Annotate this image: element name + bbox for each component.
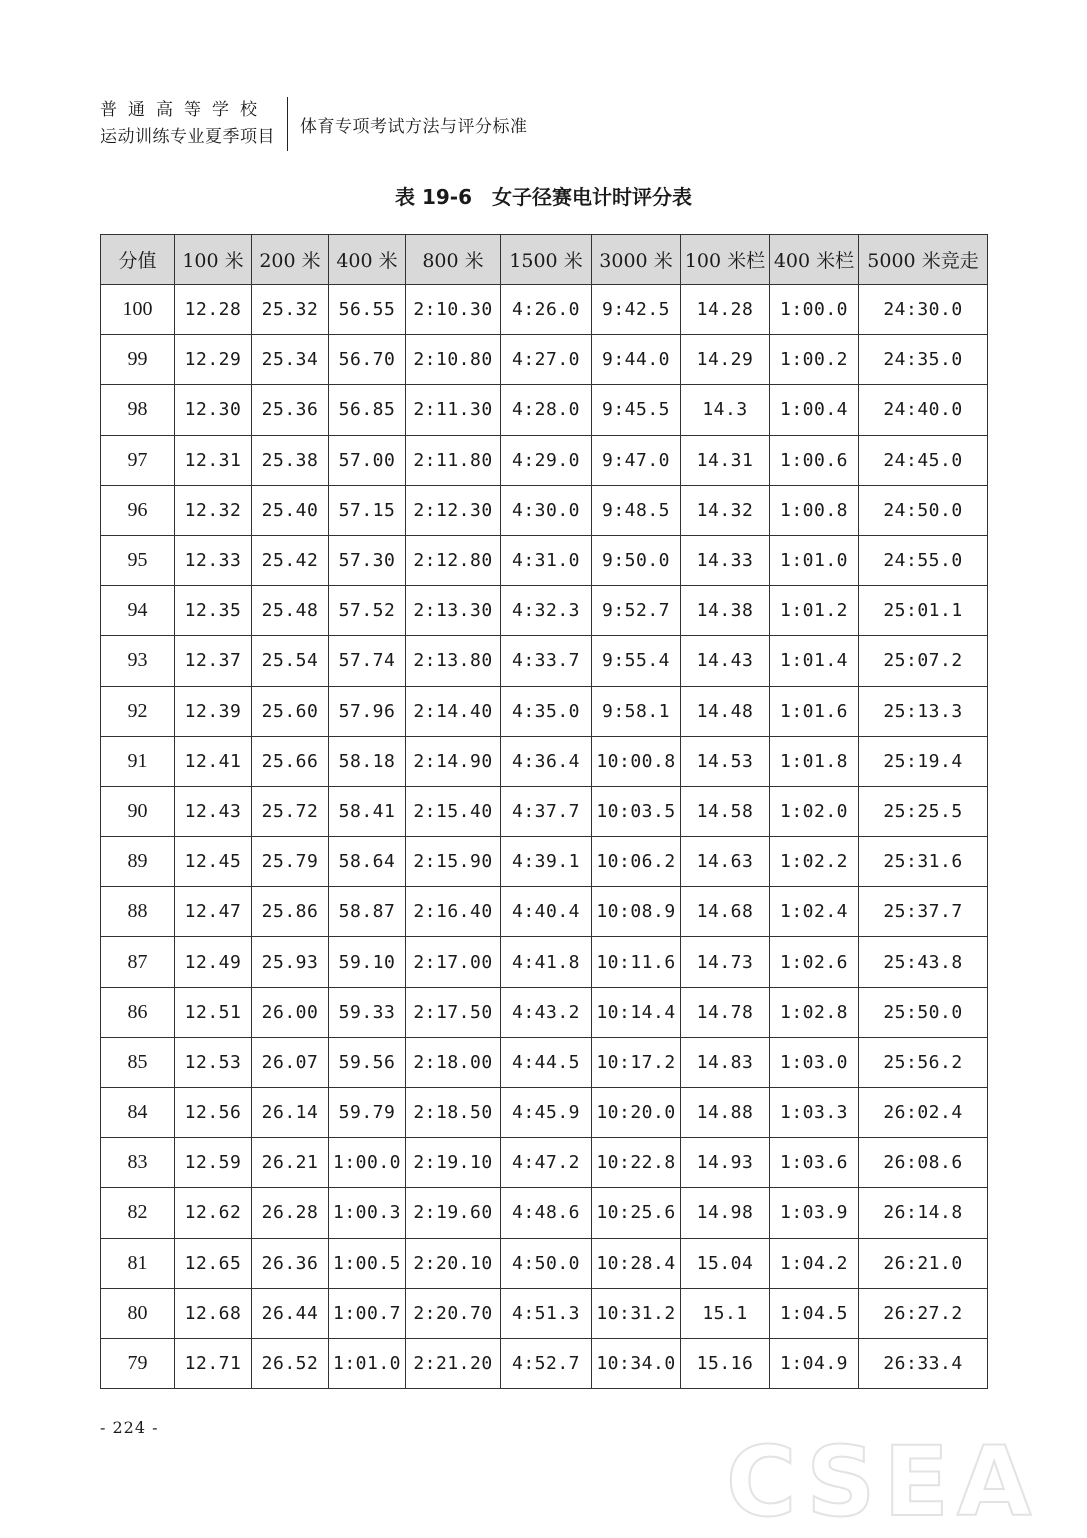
time-cell: 57.30 [329,535,406,585]
time-cell: 25:31.6 [859,837,988,887]
time-cell: 4:41.8 [501,937,592,987]
time-cell: 10:28.4 [592,1238,681,1288]
time-cell: 10:34.0 [592,1338,681,1388]
time-cell: 4:29.0 [501,435,592,485]
time-cell: 4:44.5 [501,1037,592,1087]
time-cell: 9:48.5 [592,485,681,535]
time-cell: 14.88 [681,1088,770,1138]
table-row [101,586,988,636]
time-cell: 2:14.40 [406,686,501,736]
time-cell: 1:02.0 [770,786,859,836]
time-cell: 14.43 [681,636,770,686]
time-cell: 58.41 [329,786,406,836]
table-caption: 表 19-6 女子径赛电计时评分表 [394,185,692,209]
time-cell: 12.53 [175,1037,252,1087]
time-cell: 4:30.0 [501,485,592,535]
time-cell: 26.00 [252,987,329,1037]
score-cell: 90 [101,786,175,836]
score-cell: 99 [101,335,175,385]
time-cell: 59.56 [329,1037,406,1087]
time-cell: 15.1 [681,1288,770,1338]
column-header: 100 米栏 [681,235,770,285]
time-cell: 4:36.4 [501,736,592,786]
page-number: - 224 - [100,1418,159,1437]
time-cell: 26:27.2 [859,1288,988,1338]
time-cell: 1:01.8 [770,736,859,786]
time-cell: 2:16.40 [406,887,501,937]
time-cell: 25.40 [252,485,329,535]
column-header: 分值 [101,235,175,285]
table-row [101,736,988,786]
time-cell: 2:15.90 [406,837,501,887]
scoring-table [100,234,988,1389]
score-cell: 96 [101,485,175,535]
time-cell: 58.18 [329,736,406,786]
time-cell: 1:00.4 [770,385,859,435]
table-row [101,887,988,937]
time-cell: 2:12.30 [406,485,501,535]
time-cell: 12.33 [175,535,252,585]
table-row [101,285,988,335]
time-cell: 25.34 [252,335,329,385]
time-cell: 2:12.80 [406,535,501,585]
time-cell: 10:31.2 [592,1288,681,1338]
table-row [101,435,988,485]
table-row [101,1088,988,1138]
time-cell: 15.04 [681,1238,770,1288]
table-row [101,837,988,887]
score-cell: 80 [101,1288,175,1338]
time-cell: 9:55.4 [592,636,681,686]
time-cell: 12.62 [175,1188,252,1238]
score-cell: 97 [101,435,175,485]
time-cell: 1:00.2 [770,335,859,385]
time-cell: 57.96 [329,686,406,736]
time-cell: 25:01.1 [859,586,988,636]
time-cell: 12.59 [175,1138,252,1188]
csea-watermark-logo: CSEA [726,1426,1040,1538]
time-cell: 14.93 [681,1138,770,1188]
time-cell: 12.32 [175,485,252,535]
time-cell: 2:17.50 [406,987,501,1037]
time-cell: 1:02.6 [770,937,859,987]
time-cell: 12.49 [175,937,252,987]
time-cell: 14.98 [681,1188,770,1238]
score-cell: 83 [101,1138,175,1188]
time-cell: 14.3 [681,385,770,435]
time-cell: 1:04.9 [770,1338,859,1388]
time-cell: 4:45.9 [501,1088,592,1138]
time-cell: 4:26.0 [501,285,592,335]
table-row [101,686,988,736]
score-cell: 82 [101,1188,175,1238]
table-row [101,1037,988,1087]
time-cell: 4:31.0 [501,535,592,585]
time-cell: 1:00.6 [770,435,859,485]
time-cell: 4:32.3 [501,586,592,636]
time-cell: 4:27.0 [501,335,592,385]
time-cell: 1:00.8 [770,485,859,535]
time-cell: 25.48 [252,586,329,636]
time-cell: 25:50.0 [859,987,988,1037]
time-cell: 10:11.6 [592,937,681,987]
time-cell: 9:58.1 [592,686,681,736]
time-cell: 9:42.5 [592,285,681,335]
time-cell: 12.51 [175,987,252,1037]
time-cell: 25.60 [252,686,329,736]
column-header: 200 米 [252,235,329,285]
time-cell: 25.42 [252,535,329,585]
time-cell: 4:35.0 [501,686,592,736]
table-row [101,937,988,987]
score-cell: 98 [101,385,175,435]
time-cell: 2:20.10 [406,1238,501,1288]
score-cell: 85 [101,1037,175,1087]
score-cell: 88 [101,887,175,937]
header-line2: 运动训练专业夏季项目 [100,127,275,147]
time-cell: 1:01.6 [770,686,859,736]
column-header: 1500 米 [501,235,592,285]
table-row [101,335,988,385]
time-cell: 2:10.80 [406,335,501,385]
time-cell: 4:37.7 [501,786,592,836]
time-cell: 1:01.0 [329,1338,406,1388]
time-cell: 24:30.0 [859,285,988,335]
table-row [101,636,988,686]
time-cell: 10:22.8 [592,1138,681,1188]
time-cell: 26:08.6 [859,1138,988,1188]
score-cell: 81 [101,1238,175,1288]
time-cell: 2:20.70 [406,1288,501,1338]
time-cell: 1:00.5 [329,1238,406,1288]
column-header: 3000 米 [592,235,681,285]
time-cell: 58.64 [329,837,406,887]
running-header [100,96,528,152]
table-row [101,987,988,1037]
time-cell: 15.16 [681,1338,770,1388]
time-cell: 10:25.6 [592,1188,681,1238]
time-cell: 26.14 [252,1088,329,1138]
time-cell: 26.21 [252,1138,329,1188]
score-cell: 89 [101,837,175,887]
time-cell: 14.33 [681,535,770,585]
time-cell: 10:03.5 [592,786,681,836]
header-divider [287,97,288,151]
time-cell: 14.73 [681,937,770,987]
time-cell: 12.56 [175,1088,252,1138]
time-cell: 12.37 [175,636,252,686]
time-cell: 4:48.6 [501,1188,592,1238]
time-cell: 56.85 [329,385,406,435]
time-cell: 2:15.40 [406,786,501,836]
time-cell: 26.28 [252,1188,329,1238]
time-cell: 57.00 [329,435,406,485]
table-row [101,1138,988,1188]
time-cell: 25:56.2 [859,1037,988,1087]
table-header [101,235,988,285]
time-cell: 4:40.4 [501,887,592,937]
time-cell: 4:39.1 [501,837,592,887]
time-cell: 10:20.0 [592,1088,681,1138]
time-cell: 10:08.9 [592,887,681,937]
header-row [101,235,988,285]
time-cell: 4:51.3 [501,1288,592,1338]
time-cell: 2:17.00 [406,937,501,987]
time-cell: 1:01.0 [770,535,859,585]
time-cell: 25.54 [252,636,329,686]
column-header: 400 米栏 [770,235,859,285]
time-cell: 9:45.5 [592,385,681,435]
time-cell: 14.32 [681,485,770,535]
time-cell: 14.28 [681,285,770,335]
table-row [101,786,988,836]
time-cell: 12.71 [175,1338,252,1388]
time-cell: 26.44 [252,1288,329,1338]
score-cell: 95 [101,535,175,585]
time-cell: 2:13.80 [406,636,501,686]
time-cell: 26:33.4 [859,1338,988,1388]
time-cell: 4:33.7 [501,636,592,686]
time-cell: 1:03.3 [770,1088,859,1138]
time-cell: 1:03.6 [770,1138,859,1188]
time-cell: 26.52 [252,1338,329,1388]
time-cell: 12.47 [175,887,252,937]
time-cell: 14.63 [681,837,770,887]
time-cell: 25:13.3 [859,686,988,736]
time-cell: 59.33 [329,987,406,1037]
time-cell: 14.31 [681,435,770,485]
column-header: 5000 米竞走 [859,235,988,285]
table-body [101,285,988,1389]
time-cell: 2:19.10 [406,1138,501,1188]
time-cell: 12.45 [175,837,252,887]
time-cell: 26:21.0 [859,1238,988,1288]
table-row [101,1288,988,1338]
time-cell: 2:14.90 [406,736,501,786]
header-section-title: 体育专项考试方法与评分标准 [300,116,528,137]
table-row [101,385,988,435]
time-cell: 10:06.2 [592,837,681,887]
time-cell: 14.38 [681,586,770,636]
time-cell: 1:02.4 [770,887,859,937]
time-cell: 14.78 [681,987,770,1037]
time-cell: 14.58 [681,786,770,836]
header-line1: 普通高等学校 [100,100,268,120]
time-cell: 9:52.7 [592,586,681,636]
time-cell: 12.29 [175,335,252,385]
time-cell: 56.55 [329,285,406,335]
time-cell: 26:14.8 [859,1188,988,1238]
time-cell: 25.72 [252,786,329,836]
time-cell: 26.36 [252,1238,329,1288]
time-cell: 25.36 [252,385,329,435]
score-cell: 79 [101,1338,175,1388]
time-cell: 12.43 [175,786,252,836]
time-cell: 4:28.0 [501,385,592,435]
time-cell: 12.41 [175,736,252,786]
column-header: 400 米 [329,235,406,285]
score-cell: 94 [101,586,175,636]
time-cell: 1:04.5 [770,1288,859,1338]
header-book-title [100,97,275,151]
time-cell: 24:55.0 [859,535,988,585]
time-cell: 25:19.4 [859,736,988,786]
time-cell: 9:47.0 [592,435,681,485]
time-cell: 57.52 [329,586,406,636]
table-row [101,1238,988,1288]
time-cell: 12.39 [175,686,252,736]
time-cell: 1:03.9 [770,1188,859,1238]
time-cell: 4:50.0 [501,1238,592,1288]
time-cell: 12.30 [175,385,252,435]
time-cell: 4:52.7 [501,1338,592,1388]
time-cell: 57.74 [329,636,406,686]
time-cell: 25.32 [252,285,329,335]
time-cell: 1:02.8 [770,987,859,1037]
time-cell: 1:01.4 [770,636,859,686]
column-header: 100 米 [175,235,252,285]
time-cell: 10:00.8 [592,736,681,786]
score-cell: 91 [101,736,175,786]
time-cell: 14.68 [681,887,770,937]
time-cell: 1:03.0 [770,1037,859,1087]
time-cell: 12.35 [175,586,252,636]
time-cell: 2:11.80 [406,435,501,485]
time-cell: 12.65 [175,1238,252,1288]
time-cell: 24:40.0 [859,385,988,435]
table-row [101,485,988,535]
time-cell: 14.48 [681,686,770,736]
time-cell: 57.15 [329,485,406,535]
time-cell: 2:18.00 [406,1037,501,1087]
time-cell: 9:50.0 [592,535,681,585]
time-cell: 24:35.0 [859,335,988,385]
time-cell: 14.83 [681,1037,770,1087]
time-cell: 12.68 [175,1288,252,1338]
time-cell: 59.10 [329,937,406,987]
time-cell: 2:21.20 [406,1338,501,1388]
score-cell: 100 [101,285,175,335]
time-cell: 26.07 [252,1037,329,1087]
time-cell: 1:02.2 [770,837,859,887]
time-cell: 1:01.2 [770,586,859,636]
time-cell: 2:11.30 [406,385,501,435]
time-cell: 25.86 [252,887,329,937]
time-cell: 14.29 [681,335,770,385]
time-cell: 2:10.30 [406,285,501,335]
time-cell: 26:02.4 [859,1088,988,1138]
time-cell: 10:14.4 [592,987,681,1037]
time-cell: 4:47.2 [501,1138,592,1188]
score-cell: 87 [101,937,175,987]
time-cell: 25.38 [252,435,329,485]
time-cell: 25:43.8 [859,937,988,987]
table-row [101,1338,988,1388]
time-cell: 2:18.50 [406,1088,501,1138]
time-cell: 12.31 [175,435,252,485]
time-cell: 1:00.0 [329,1138,406,1188]
column-header: 800 米 [406,235,501,285]
time-cell: 4:43.2 [501,987,592,1037]
time-cell: 25.93 [252,937,329,987]
time-cell: 10:17.2 [592,1037,681,1087]
time-cell: 1:04.2 [770,1238,859,1288]
score-cell: 93 [101,636,175,686]
time-cell: 58.87 [329,887,406,937]
time-cell: 25:25.5 [859,786,988,836]
time-cell: 24:45.0 [859,435,988,485]
time-cell: 9:44.0 [592,335,681,385]
score-cell: 84 [101,1088,175,1138]
time-cell: 56.70 [329,335,406,385]
time-cell: 25.66 [252,736,329,786]
time-cell: 2:19.60 [406,1188,501,1238]
time-cell: 1:00.0 [770,285,859,335]
time-cell: 25:07.2 [859,636,988,686]
table-row [101,535,988,585]
time-cell: 2:13.30 [406,586,501,636]
time-cell: 25.79 [252,837,329,887]
score-cell: 92 [101,686,175,736]
time-cell: 12.28 [175,285,252,335]
score-cell: 86 [101,987,175,1037]
time-cell: 14.53 [681,736,770,786]
time-cell: 25:37.7 [859,887,988,937]
table-row [101,1188,988,1238]
time-cell: 59.79 [329,1088,406,1138]
time-cell: 1:00.3 [329,1188,406,1238]
time-cell: 1:00.7 [329,1288,406,1338]
time-cell: 24:50.0 [859,485,988,535]
